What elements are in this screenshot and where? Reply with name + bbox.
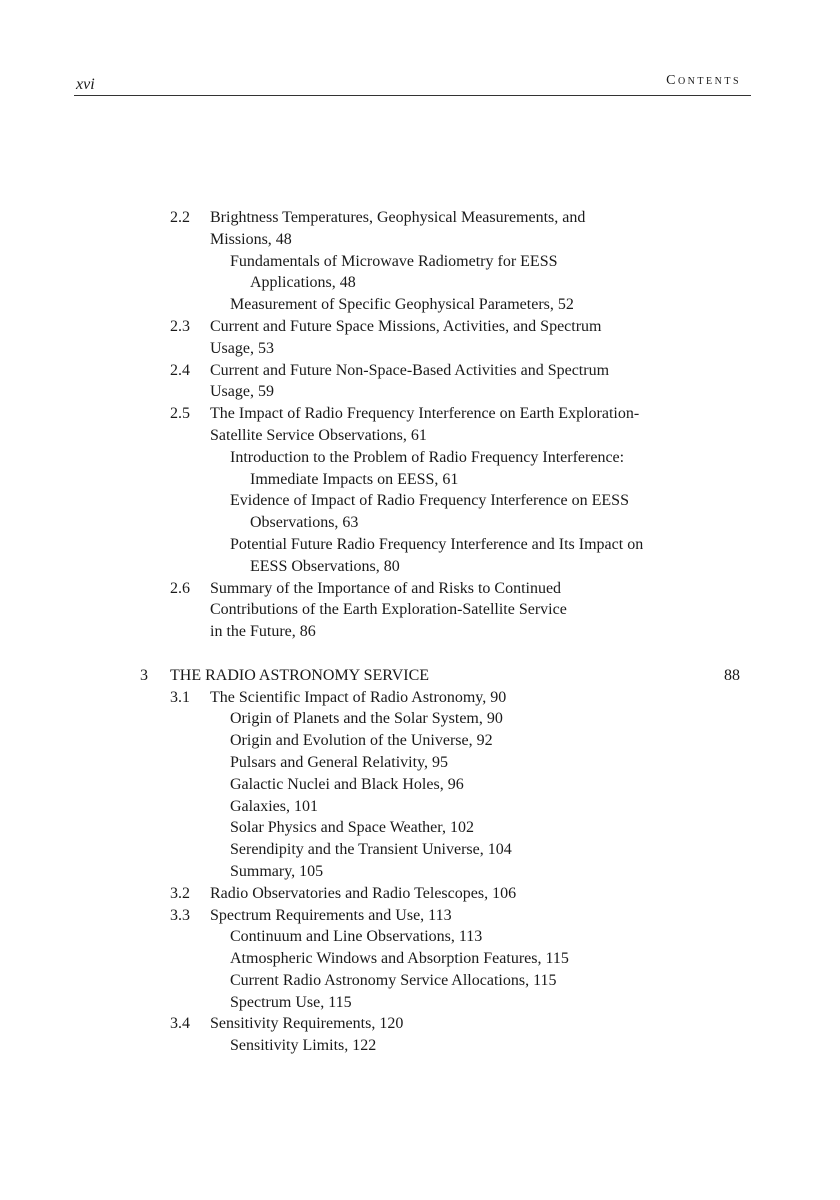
toc-subentry[interactable] [140,490,752,512]
toc-subentry[interactable] [140,1035,752,1057]
header-rule [74,95,751,96]
section-number: 3.4 [170,1015,190,1033]
toc-entry-2-3[interactable] [140,316,752,338]
subsection-title: Spectrum Use, 115 [230,993,352,1011]
section-title: Radio Observatories and Radio Telescopes, 106 [210,884,517,902]
section-title: Current and Future Space Missions, Activities, and Spectrum [210,317,602,335]
section-title-cont: Contributions of the Earth Exploration-Satellite Service [210,601,567,619]
subsection-title-cont: Observations, 63 [250,514,359,532]
toc-subentry[interactable] [140,817,752,839]
section-title-cont: Satellite Service Observations, 61 [210,426,427,444]
toc-subentry[interactable] [140,992,752,1014]
section-title: Brightness Temperatures, Geophysical Measurements, and [210,209,586,226]
subsection-title: Galaxies, 101 [230,797,318,815]
toc-chapter-3[interactable] [140,665,752,687]
section-title: The Scientific Impact of Radio Astronomy, 90 [210,688,507,706]
toc-entry-2-4[interactable] [140,360,752,382]
section-number: 3.1 [170,688,190,706]
running-head: Contents [666,73,741,88]
subsection-title: Continuum and Line Observations, 113 [230,928,483,946]
chapter-title: THE RADIO ASTRONOMY SERVICE [170,666,430,684]
subsection-title-cont: EESS Observations, 80 [250,557,400,575]
toc-subentry[interactable] [140,861,752,883]
subsection-title: Sensitivity Limits, 122 [230,1037,377,1055]
section-number: 3.3 [170,906,190,924]
toc-entry-3-3[interactable] [140,905,752,927]
toc-subentry[interactable] [140,752,752,774]
toc-subentry[interactable] [140,948,752,970]
section-title-cont: in the Future, 86 [210,623,316,641]
subsection-title: Fundamentals of Microwave Radiometry for EESS [230,252,558,270]
toc-subentry[interactable] [140,447,752,469]
toc-entry-2-6[interactable] [140,578,752,600]
chapter-number: 3 [140,666,148,684]
toc-subentry[interactable] [140,970,752,992]
toc-subentry[interactable] [140,534,752,556]
section-title: Spectrum Requirements and Use, 113 [210,906,452,924]
subsection-title: Current Radio Astronomy Service Allocations, 115 [230,971,557,989]
section-title: The Impact of Radio Frequency Interference on Earth Exploration- [210,405,640,423]
page-number: xvi [76,76,95,93]
toc-entry-2-2[interactable] [140,207,752,229]
toc-entry-2-5[interactable] [140,403,752,425]
section-title: Current and Future Non-Space-Based Activities and Spectrum [210,361,610,379]
section-title: Sensitivity Requirements, 120 [210,1015,404,1033]
subsection-title: Atmospheric Windows and Absorption Features, 115 [230,950,569,968]
section-number: 2.3 [170,317,190,335]
section-title-cont: Usage, 53 [210,339,274,357]
section-number: 2.5 [170,405,190,423]
subsection-title: Serendipity and the Transient Universe, 104 [230,841,512,859]
chapter-page: 88 [724,666,740,684]
subsection-title: Introduction to the Problem of Radio Frequency Interference: [230,448,625,466]
section-number: 3.2 [170,884,190,902]
subsection-title-cont: Applications, 48 [250,274,356,292]
subsection-title: Evidence of Impact of Radio Frequency Interference on EESS [230,492,629,510]
section-number: 2.4 [170,361,190,379]
section-number: 2.6 [170,579,190,597]
section-number: 2.2 [170,209,190,226]
subsection-title: Potential Future Radio Frequency Interference and Its Impact on [230,535,644,553]
subsection-title: Origin and Evolution of the Universe, 92 [230,732,493,750]
subsection-title: Origin of Planets and the Solar System, 90 [230,710,503,728]
section-title: Summary of the Importance of and Risks to Continued [210,579,562,597]
subsection-title: Solar Physics and Space Weather, 102 [230,819,474,837]
table-of-contents [140,207,752,1057]
toc-entry-3-2[interactable] [140,883,752,905]
toc-subentry[interactable] [140,294,752,316]
section-title-cont: Usage, 59 [210,383,274,401]
subsection-title: Galactic Nuclei and Black Holes, 96 [230,775,464,793]
toc-entry-3-1[interactable] [140,687,752,709]
subsection-title-cont: Immediate Impacts on EESS, 61 [250,470,459,488]
subsection-title: Pulsars and General Relativity, 95 [230,753,449,771]
toc-subentry[interactable] [140,796,752,818]
toc-entry-3-4[interactable] [140,1013,752,1035]
toc-subentry[interactable] [140,730,752,752]
toc-subentry[interactable] [140,708,752,730]
toc-subentry[interactable] [140,251,752,273]
subsection-title: Summary, 105 [230,862,324,880]
section-title-cont: Missions, 48 [210,230,292,248]
toc-subentry[interactable] [140,774,752,796]
subsection-title: Measurement of Specific Geophysical Parameters, 52 [230,296,574,314]
toc-subentry[interactable] [140,926,752,948]
toc-subentry[interactable] [140,839,752,861]
